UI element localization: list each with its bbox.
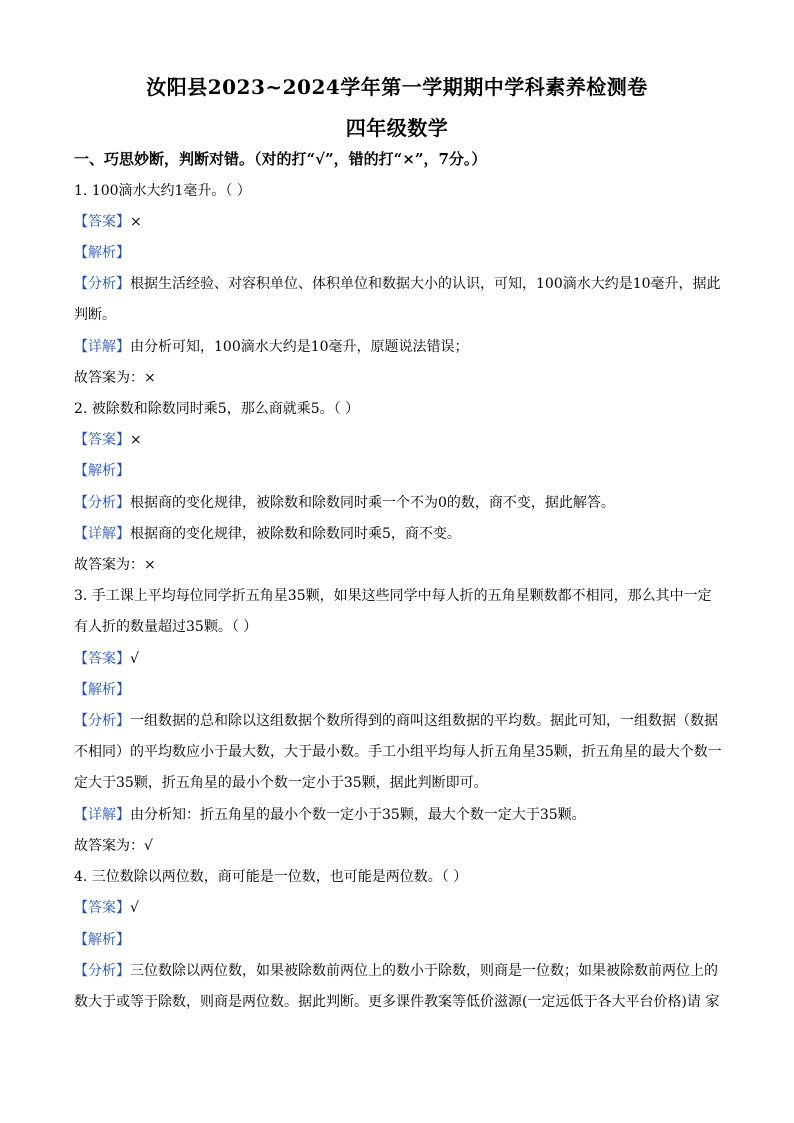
jiexi-label: 【解析】 [74,682,130,698]
q3-analysis-line-2: 不相同）的平均数应小于最大数，大于最小数。手工小组平均每人折五角星35颗，折五角星的最大个数一 [74,744,722,760]
q1-conclusion: 故答案为：× [74,370,156,386]
q2-detail-text: 根据商的变化规律，被除数和除数同时乘5，商不变。 [130,526,461,542]
q1-answer [74,212,724,232]
fenxi-label: 【分析】 [74,495,130,511]
q4-jiexi [74,930,724,950]
q3-analysis-line-3: 定大于35颗，折五角星的最小个数一定小于35颗，据此判断即可。 [74,775,488,791]
fenxi-label: 【分析】 [74,276,130,292]
q4-answer-value: √ [130,900,139,916]
q3-stem-line-2: 有人折的数量超过35颗。（ ） [74,619,258,635]
q2-jiexi [74,461,724,481]
q4-answer [74,898,724,918]
q3-answer-value: √ [130,651,139,667]
q4-stem: 4. 三位数除以两位数，商可能是一位数，也可能是两位数。（ ） [74,869,468,885]
q2-answer-value: × [130,432,142,448]
answer-label: 【答案】 [74,900,130,916]
jiexi-label: 【解析】 [74,463,130,479]
answer-label: 【答案】 [74,214,130,230]
q3-jiexi [74,680,724,700]
fenxi-label: 【分析】 [74,963,130,979]
q3-detail-text: 由分析知：折五角星的最小个数一定小于35颗，最大个数一定大于35颗。 [130,807,586,823]
q3-analysis-line-1 [74,711,724,731]
q4-analysis-line-1 [74,961,724,981]
q1-detail-text: 由分析可知，100滴水大约是10毫升，原题说法错误； [130,339,469,355]
q2-analysis-text: 根据商的变化规律，被除数和除数同时乘一个不为0的数，商不变，据此解答。 [130,495,615,511]
q1-analysis-line-2: 判断。 [74,307,116,323]
xiangjie-label: 【详解】 [74,807,130,823]
exam-title: 汝阳县2023~2024学年第一学期期中学科素养检测卷 [146,75,648,99]
fenxi-label: 【分析】 [74,713,130,729]
q3-answer [74,649,724,669]
q1-answer-value: × [130,214,142,230]
q1-jiexi [74,243,724,263]
q1-analysis-line-1 [74,274,724,294]
q1-stem: 1. 100滴水大约1毫升。（ ） [74,183,251,199]
xiangjie-label: 【详解】 [74,339,130,355]
q2-stem: 2. 被除数和除数同时乘5，那么商就乘5。（ ） [74,401,360,417]
section-heading: 一、巧思妙断，判断对错。（对的打“√”，错的打“×”，7分。） [74,150,487,168]
jiexi-label: 【解析】 [74,932,130,948]
xiangjie-label: 【详解】 [74,526,130,542]
jiexi-label: 【解析】 [74,245,130,261]
q3-stem-line-1: 3. 手工课上平均每位同学折五角星35颗，如果这些同学中每人折的五角星颗数都不相同，那么其中一定 [74,588,712,604]
q4-analysis-text: 三位数除以两位数，如果被除数前两位上的数小于除数，则商是一位数；如果被除数前两位上的 [130,963,718,979]
q1-analysis-text: 根据生活经验、对容积单位、体积单位和数据大小的认识，可知，100滴水大约是10毫升，据此 [130,276,721,292]
q2-answer [74,430,724,450]
q1-detail [74,337,724,357]
q3-detail [74,805,724,825]
q2-analysis [74,493,724,513]
q3-conclusion: 故答案为：√ [74,838,153,854]
answer-label: 【答案】 [74,651,130,667]
q2-detail [74,524,724,544]
exam-subtitle: 四年级数学 [345,116,449,140]
answer-label: 【答案】 [74,432,130,448]
q2-conclusion: 故答案为：× [74,557,156,573]
q3-analysis-text: 一组数据的总和除以这组数据个数所得到的商叫这组数据的平均数。据此可知，一组数据（数据 [130,713,718,729]
q4-analysis-line-2: 数大于或等于除数，则商是两位数。据此判断。更多课件教案等低价滋源(一定远低于各大平台价格)请 家 [74,994,720,1010]
